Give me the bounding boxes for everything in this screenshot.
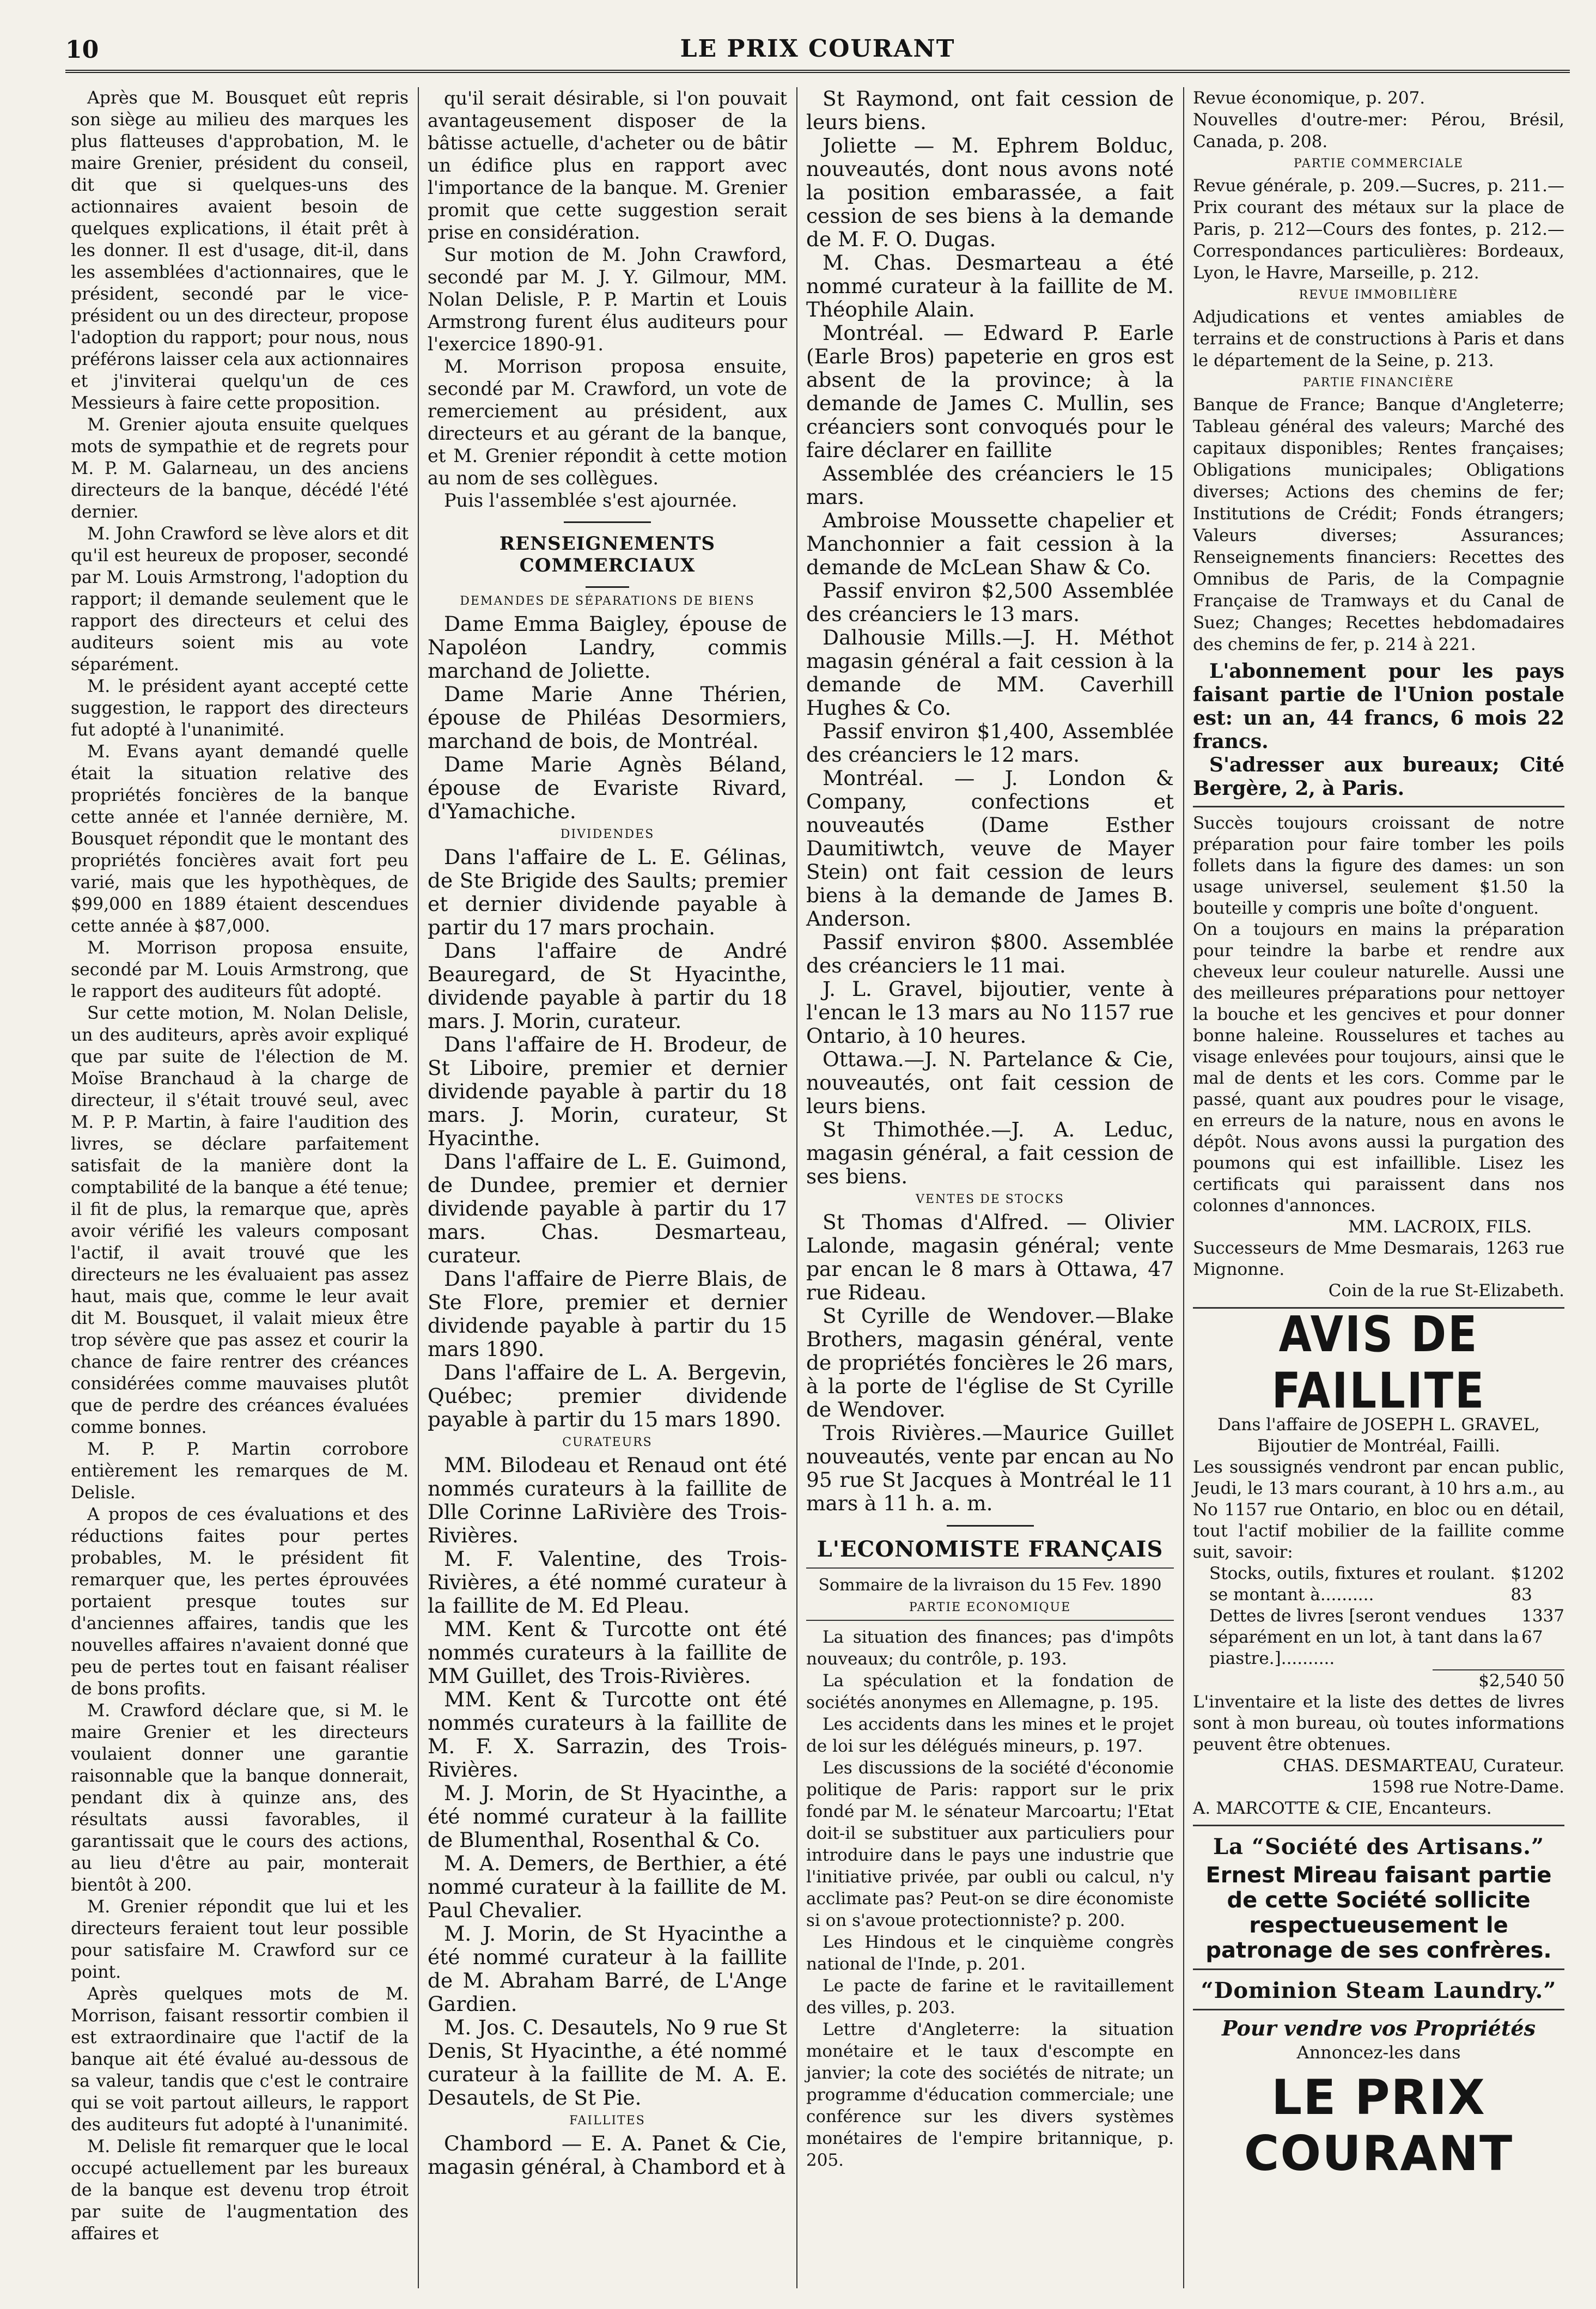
list-item: St Thimothée.—J. A. Leduc, magasin général, a fait cession de ses biens.: [806, 1117, 1174, 1188]
paragraph: M. Evans ayant demandé quelle était la situation relative des propriétés foncières de la banque cette année et l'année dernière, M. Bousquet répondit que le montant des propriétés foncières avait fort peu varié, mais que les hypothèques, de $99,000 en 1889 étaient descendues cette année à $87,000.: [71, 742, 409, 936]
ad-tagline: Pour vendre vos Propriétés: [1222, 2016, 1536, 2040]
ad-big-title: LE PRIX COURANT: [1244, 2069, 1514, 2182]
notice-line-item: [1193, 1563, 1564, 1606]
ad-signature: MM. LACROIX, FILS.: [1348, 1217, 1532, 1237]
line-item-amount: 1337 67: [1521, 1606, 1564, 1647]
toc-item: Banque de France; Banque d'Angleterre; Tableau général des valeurs; Marché des capitaux disponibles; Rentes françaises; Obligations municipales; Obligations diverses; Actions des chemins de fer; Institutions de Crédit; Fonds étrangers; Valeurs diverses; Assurances; Renseignements financiers: Recettes des Omnibus de Paris, de la Compagnie Française de Tramways et du Canal de Suez; Changes; Recettes hebdomadaires des chemins de fer, p. 214 à 221.: [1193, 395, 1564, 654]
subheading: FAILLITES: [569, 2114, 645, 2128]
list-item: M. J. Morin, de St Hyacinthe, a été nommé curateur à la faillite de Blumenthal, Rosenthal & Co.: [428, 1781, 787, 1852]
list-item: J. L. Gravel, bijoutier, vente à l'encan le 13 mars au No 1157 rue Ontario, à 10 heures.: [806, 977, 1174, 1048]
section-heading: RENSEIGNEMENTS COMMERCIAUX: [499, 533, 716, 576]
list-item: MM. Kent & Turcotte ont été nommés curateurs à la faillite de M. F. X. Sarrazin, des Trois-Rivières.: [428, 1687, 787, 1782]
list-item: Montréal. — Edward P. Earle (Earle Bros) papeterie en gros est absent de la province; à la demande de James C. Mullin, ses créanciers sont convoqués pour le faire déclarer en faillite: [806, 321, 1174, 462]
bankruptcy-notice-title: AVIS DE FAILLITE: [1271, 1307, 1486, 1420]
subscription-note: L'abonnement pour les pays faisant partie de l'Union postale est: un an, 44 francs, 6 mois 22 francs.: [1193, 660, 1564, 753]
paragraph: qu'il serait désirable, si l'on pouvait avantageusement disposer de la bâtisse actuelle, d'acheter ou de bâtir un édifice plus en rapport avec l'importance de la banque. M. Grenier promit que cette suggestion serait prise en considération.: [428, 88, 787, 243]
notice-line-item: [1193, 1606, 1564, 1669]
notice-signature: A. MARCOTTE & CIE, Encanteurs.: [1193, 1798, 1492, 1818]
ad-heading: La “Société des Artisans.”: [1213, 1834, 1544, 1860]
list-item: Passif environ $800. Assemblée des créanciers le 11 mai.: [806, 930, 1174, 977]
paragraph: M. Delisle fit remarquer que le local occupé actuellement par les bureaux de la banque est devenu trop étroit par suite de l'augmentation des affaires et: [71, 2137, 409, 2244]
subheading: REVUE IMMOBILIÈRE: [1299, 288, 1459, 302]
summary-line: Sommaire de la livraison du 15 Fev. 1890: [818, 1576, 1162, 1595]
divider: [1193, 1825, 1564, 1826]
list-item: Dalhousie Mills.—J. H. Méthot magasin général a fait cession à la demande de MM. Caverhill Hughes & Co.: [806, 625, 1174, 720]
list-item: Passif environ $1,400, Assemblée des créanciers le 12 mars.: [806, 719, 1174, 767]
list-item: M. A. Demers, de Berthier, a été nommé curateur à la faillite de M. Paul Chevalier.: [428, 1851, 787, 1922]
notice-total: $2,540 50: [1433, 1669, 1564, 1692]
list-item: Ottawa.—J. N. Partelance & Cie, nouveautés, ont fait cession de leurs biens.: [806, 1047, 1174, 1118]
divider: [1193, 806, 1564, 807]
list-item: St Thomas d'Alfred. — Olivier Lalonde, magasin général; vente par encan le 8 mars à Ottawa, 47 rue Rideau.: [806, 1210, 1174, 1304]
divider: [1193, 1968, 1564, 1970]
line-item-amount: $1202 83: [1510, 1564, 1564, 1605]
ad-text: Succès toujours croissant de notre préparation pour faire tomber les poils follets dans la figure des dames: un son usage universel, seulement $1.50 la bouteille y compris une boîte d'onguent.: [1193, 813, 1564, 918]
column-1: [65, 87, 414, 2288]
list-item: Dans l'affaire de H. Brodeur, de St Liboire, premier et dernier dividende payable à partir du 18 mars. J. Morin, curateur, St Hyacinthe.: [428, 1032, 787, 1150]
list-item: Dans l'affaire de L. E. Guimond, de Dundee, premier et dernier dividende payable à partir du 17 mars. Chas. Desmarteau, curateur.: [428, 1150, 787, 1267]
toc-item: Les discussions de la société d'économie politique de Paris: rapport sur le prix fondé par M. le sénateur Marcoartu; l'Etat doit-il se substituer aux particuliers pour introduire dans le pays une industrie que l'initiative privée, par oubli ou calcul, n'y acclimate pas? Peut-on se dire économiste si on s'avoue protectionniste? p. 200.: [806, 1758, 1174, 1930]
list-item: Dame Marie Agnès Béland, épouse de Evariste Rivard, d'Yamachiche.: [428, 752, 787, 823]
toc-item: Revue économique, p. 207.: [1193, 88, 1426, 108]
paragraph: M. Crawford déclare que, si M. le maire Grenier et les directeurs voulaient donner une garantie raisonnable que la banque donnerait, pendant dix à quinze ans, des résultats aussi favorables, il garantissait que le cours des actions, au lieu d'être au pair, monterait bientôt à 200.: [71, 1701, 409, 1895]
column-2: [422, 87, 793, 2288]
paragraph: Après que M. Bousquet eût repris son siège au milieu des marques les plus flatteuses d'approbation, M. le maire Grenier, président du conseil, dit que si quelques-uns des actionnaires avaient besoin de quelques explications, il était prêt à les donner. Il est d'usage, dit-il, dans les assemblées d'actionnaires, que le président, secondé par le vice-président ou un des directeur, propose l'adoption du rapport; pour nous, nous préférons laisser cela aux actionnaires et j'inviterai quelqu'un de ces Messieurs à faire cette proposition.: [71, 88, 409, 413]
toc-item: Revue générale, p. 209.—Sucres, p. 211.—Prix courant des métaux sur la place de Paris, p. 212—Cours des fontes, p. 212.—Correspondances particulières: Bordeaux, Lyon, le Havre, Marseille, p. 212.: [1193, 176, 1564, 283]
divider: [806, 1567, 1174, 1569]
line-item-label: Stocks, outils, fixtures et roulant. se montant à..........: [1209, 1564, 1495, 1605]
ad-text: Ernest Mireau faisant partie de cette Société sollicite respectueusement le patronage de ses confrères.: [1205, 1863, 1552, 1963]
paragraph: M. P. P. Martin corrobore entièrement les remarques de M. Delisle.: [71, 1439, 409, 1503]
paragraph: M. John Crawford se lève alors et dit qu'il est heureux de proposer, secondé par M. Louis Armstrong, l'adoption du rapport; il demande seulement que le rapport des directeurs et celui des auditeurs soient mis au vote séparément.: [71, 524, 409, 675]
divider: [806, 1620, 1174, 1621]
ad-tagline: Annoncez-les dans: [1296, 2042, 1461, 2063]
columns: [65, 87, 1570, 2288]
paragraph: Sur cette motion, M. Nolan Delisle, un des auditeurs, après avoir expliqué que par suite de l'élection de M. Moïse Branchaud à la charge de directeur, il s'était trouvé seul, avec M. P. P. Martin, à faire l'audition des livres, se déclare parfaitement satisfait de la manière dont la comptabilité de la banque a été tenue; il fit de plus, la remarque que, après avoir vérifié les valeurs composant l'actif, il avait trouvé que les directeurs ne les évaluaient pas assez haut, mais que, comme le leur avait dit M. Bousquet, il valait mieux être trop sévère que pas assez et courir la chance de faire rentrer des créances considérées comme mauvaises plutôt que de perdre des créances évaluées comme bonnes.: [71, 1004, 409, 1437]
subheading: PARTIE COMMERCIALE: [1294, 157, 1464, 171]
divider: [1193, 2009, 1564, 2010]
list-item: Dame Emma Baigley, épouse de Napoléon Landry, commis marchand de Joliette.: [428, 612, 787, 683]
list-item: M. Jos. C. Desautels, No 9 rue St Denis, St Hyacinthe, a été nommé curateur à la faillite de M. A. E. Desautels, de St Pie.: [428, 2015, 787, 2110]
list-item: Dans l'affaire de André Beauregard, de St Hyacinthe, dividende payable à partir du 18 mars. J. Morin, curateur.: [428, 939, 787, 1033]
masthead: [65, 33, 1570, 73]
ad-address: Successeurs de Mme Desmarais, 1263 rue Mignonne.: [1193, 1238, 1564, 1279]
line-item-label: Dettes de livres [seront vendues séparément en un lot, à tant dans la piastre.]..........: [1209, 1606, 1519, 1668]
paragraph: M. le président ayant accepté cette suggestion, le rapport des directeurs fut adopté à l'unanimité.: [71, 677, 409, 740]
paragraph: M. Grenier répondit que lui et les directeurs feraient tout leur possible pour satisfaire M. Crawford sur ce point.: [71, 1897, 409, 1982]
list-item: Dans l'affaire de L. E. Gélinas, de Ste Brigide des Saults; premier et dernier dividende payable à partir du 17 mars prochain.: [428, 845, 787, 939]
column-rule: [796, 87, 797, 2288]
paragraph: M. Morrison proposa ensuite, secondé par M. Crawford, un vote de remerciement au président, aux directeurs et au gérant de la banque, et M. Grenier répondit à cette motion au nom de ses collègues.: [428, 356, 787, 489]
toc-item: Les Hindous et le cinquième congrès national de l'Inde, p. 201.: [806, 1933, 1174, 1974]
address-note: S'adresser aux bureaux; Cité Bergère, 2, à Paris.: [1193, 754, 1564, 800]
paragraph: Après quelques mots de M. Morrison, faisant ressortir combien il est extraordinaire que l'actif de la banque ait été évalué au-dessous de sa valeur, tandis que c'est le contraire qui se voit partout ailleurs, le rapport des auditeurs fut adopté à l'unanimité.: [71, 1984, 409, 2135]
list-item: M. F. Valentine, des Trois-Rivières, a été nommé curateur à la faillite de M. Ed Pleau.: [428, 1547, 787, 1618]
toc-item: Les accidents dans les mines et le projet de loi sur les délégués mineurs, p. 197.: [806, 1715, 1174, 1756]
paragraph: M. Morrison proposa ensuite, secondé par M. Louis Armstrong, que le rapport des auditeurs fût adopté.: [71, 938, 409, 1001]
ornament-divider: [428, 515, 787, 525]
list-item: M. J. Morin, de St Hyacinthe a été nommé curateur à la faillite de M. Abraham Barré, de L'Ange Gardien.: [428, 1922, 787, 2016]
column-rule: [418, 87, 419, 2288]
column-4: [1187, 87, 1570, 2288]
list-item: MM. Kent & Turcotte ont été nommés curateurs à la faillite de MM Guillet, des Trois-Rivières.: [428, 1617, 787, 1688]
notice-text: L'inventaire et la liste des dettes de livres sont à mon bureau, où toutes informations peuvent être obtenues.: [1193, 1692, 1564, 1754]
paragraph: Puis l'assemblée s'est ajournée.: [444, 490, 738, 511]
column-rule: [1183, 87, 1184, 2288]
list-item: Assemblée des créanciers le 15 mars.: [806, 461, 1174, 509]
list-item: Joliette — M. Ephrem Bolduc, nouveautés, dont nous avons noté la position embarassée, a fait cession de ses biens à la demande de M. F. O. Dugas.: [806, 133, 1174, 251]
list-item: Passif environ $2,500 Assemblée des créanciers le 13 mars.: [806, 579, 1174, 626]
column-3: [801, 87, 1179, 2288]
ornament-divider: [806, 1518, 1174, 1529]
paragraph: Sur motion de M. John Crawford, secondé par M. J. Y. Gilmour, MM. Nolan Delisle, P. P. Martin et Louis Armstrong furent élus auditeurs pour l'exercice 1890-91.: [428, 244, 787, 355]
toc-item: Adjudications et ventes amiables de terrains et de constructions à Paris et dans le département de la Seine, p. 213.: [1193, 307, 1564, 370]
toc-item: Nouvelles d'outre-mer: Pérou, Brésil, Canada, p. 208.: [1193, 110, 1564, 151]
list-item: St Raymond, ont fait cession de leurs biens.: [806, 87, 1174, 134]
subheading: PARTIE FINANCIÈRE: [1303, 376, 1454, 390]
list-item: Dans l'affaire de Pierre Blais, de Ste Flore, premier et dernier dividende payable à partir du 15 mars 1890.: [428, 1267, 787, 1361]
section-heading: L'ECONOMISTE FRANÇAIS: [817, 1536, 1164, 1562]
ad-text: On a toujours en mains la préparation pour teindre la barbe et rendre aux cheveux leur couleur naturelle. Aussi une des meilleures préparations pour nettoyer la bouche et les gencives et pour donner bonne haleine. Rousselures et taches au visage enlevées pour toujours, ainsi que le mal de dents et les cors. Comme par le passé, quant aux poudres pour le visage, en erreurs de la nature, nous en avons le dépôt. Nous avons aussi la purgation des poumons qui est infaillible. Lisez les certificats qui paraissent dans nos colonnes d'annonces.: [1193, 920, 1564, 1216]
list-item: Chambord — E. A. Panet & Cie, magasin général, à Chambord et à: [428, 2131, 787, 2179]
list-item: Trois Rivières.—Maurice Guillet nouveautés, vente par encan au No 95 rue St Jacques à Montréal le 11 mars à 11 h. a. m.: [806, 1421, 1174, 1515]
subheading: VENTES DE STOCKS: [916, 1193, 1064, 1206]
list-item: St Cyrille de Wendover.—Blake Brothers, magasin général, vente de propriétés foncières le 26 mars, à la porte de l'église de St Cyrille de Wendover.: [806, 1304, 1174, 1421]
newspaper-title: LE PRIX COURANT: [680, 35, 955, 63]
toc-item: Le pacte de farine et le ravitaillement des villes, p. 203.: [806, 1976, 1174, 2018]
notice-signature: 1598 rue Notre-Dame.: [1371, 1777, 1564, 1797]
ad-address: Coin de la rue St-Elizabeth.: [1328, 1281, 1564, 1301]
toc-item: Lettre d'Angleterre: la situation monétaire et le taux d'escompte en janvier; la cote des sociétés de nitrate; un programme d'éducation commerciale; une conférence sur les divers systèmes monétaires de l'empire britannique, p. 205.: [806, 2020, 1174, 2170]
list-item: Ambroise Moussette chapelier et Manchonnier a fait cession à la demande de McLean Shaw & Co.: [806, 508, 1174, 579]
subheading: DEMANDES DE SÉPARATIONS DE BIENS: [460, 594, 755, 608]
list-item: Montréal. — J. London & Company, confections et nouveautés (Dame Esther Daumitiwtch, veuve de Mayer Stein) ont fait cession de leurs biens à la demande de James B. Anderson.: [806, 766, 1174, 931]
subheading: CURATEURS: [562, 1436, 653, 1449]
list-item: M. Chas. Desmarteau a été nommé curateur à la faillite de M. Théophile Alain.: [806, 251, 1174, 321]
ad-heading: “Dominion Steam Laundry.”: [1201, 1978, 1557, 2003]
page-number: 10: [65, 36, 99, 64]
notice-text: Les soussignés vendront par encan public, Jeudi, le 13 mars courant, à 10 hrs a.m., au No 1157 rue Ontario, en bloc ou en détail, tout l'actif mobilier de la faillite comme suit, savoir:: [1193, 1457, 1564, 1562]
list-item: Dame Marie Anne Thérien, épouse de Philéas Desormiers, marchand de bois, de Montréal.: [428, 682, 787, 753]
subheading: PARTIE ECONOMIQUE: [909, 1601, 1071, 1614]
list-item: Dans l'affaire de L. A. Bergevin, Québec; premier dividende payable à partir du 15 mars 1890.: [428, 1360, 787, 1431]
toc-item: La situation des finances; pas d'impôts nouveaux; du contrôle, p. 193.: [806, 1627, 1174, 1669]
toc-item: La spéculation et la fondation de sociétés anonymes en Allemagne, p. 195.: [806, 1671, 1174, 1712]
paragraph: A propos de ces évaluations et des réductions faites pour pertes probables, M. le président fit remarquer que, les pertes éprouvées portaient presque toutes sur d'anciennes affaires, tandis que les nouvelles affaires n'avaient donné que peu de pertes tout en faisant réaliser de bons profits.: [71, 1505, 409, 1699]
ornament-divider: [428, 580, 787, 590]
notice-signature: CHAS. DESMARTEAU, Curateur.: [1283, 1756, 1564, 1776]
list-item: MM. Bilodeau et Renaud ont été nommés curateurs à la faillite de Dlle Corinne LaRivière des Trois-Rivières.: [428, 1453, 787, 1547]
notice-affaire: Dans l'affaire de JOSEPH L. GRAVEL, Bijoutier de Montréal, Failli.: [1217, 1415, 1540, 1456]
paragraph: M. Grenier ajouta ensuite quelques mots de sympathie et de regrets pour M. P. M. Galarneau, un des anciens directeurs de la banque, décédé l'été dernier.: [71, 415, 409, 522]
subheading: DIVIDENDES: [560, 828, 655, 841]
